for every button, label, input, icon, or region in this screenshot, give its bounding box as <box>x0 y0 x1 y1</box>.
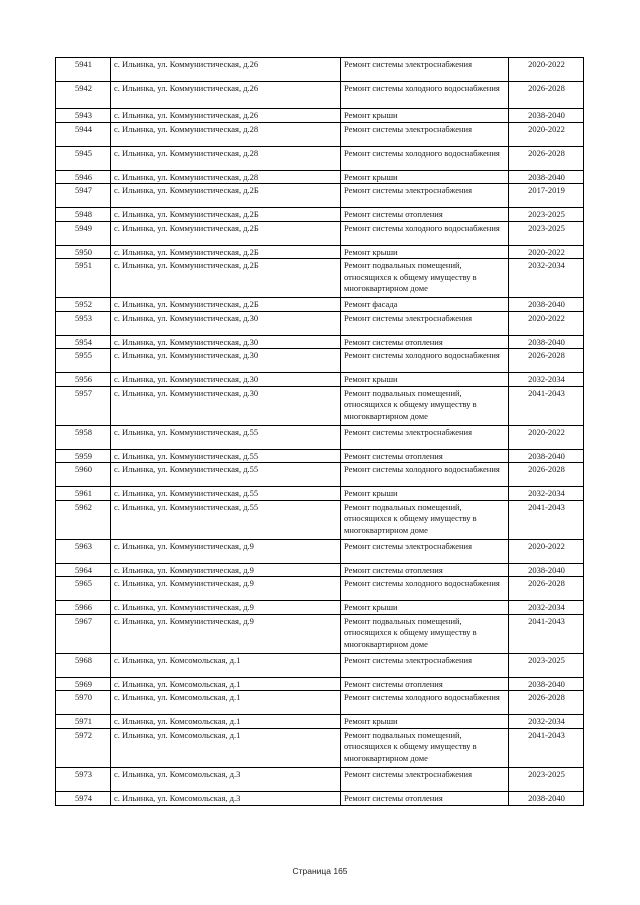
work-type-cell: Ремонт системы отопления <box>341 563 509 577</box>
row-number: 5945 <box>56 146 111 170</box>
work-type-cell: Ремонт системы холодного водоснабжения <box>341 463 509 487</box>
table-row <box>56 386 584 425</box>
table-row <box>56 449 584 463</box>
address-cell: с. Ильинка, ул. Комсомольская, д.1 <box>111 691 341 715</box>
row-number: 5966 <box>56 601 111 615</box>
period-cell: 2032-2034 <box>509 487 584 501</box>
row-number: 5961 <box>56 487 111 501</box>
address-cell: с. Ильинка, ул. Комсомольская, д.1 <box>111 728 341 767</box>
period-cell: 2023-2025 <box>509 767 584 791</box>
table-row <box>56 245 584 259</box>
row-number: 5958 <box>56 425 111 449</box>
table-row <box>56 82 584 109</box>
period-cell: 2026-2028 <box>509 463 584 487</box>
table-row <box>56 335 584 349</box>
row-number: 5949 <box>56 221 111 245</box>
period-cell: 2038-2040 <box>509 109 584 123</box>
work-type-cell: Ремонт системы электроснабжения <box>341 653 509 677</box>
work-type-cell: Ремонт системы электроснабжения <box>341 425 509 449</box>
address-cell: с. Ильинка, ул. Коммунистическая, д.9 <box>111 539 341 563</box>
period-cell: 2026-2028 <box>509 349 584 373</box>
period-cell: 2041-2043 <box>509 614 584 653</box>
row-number: 5971 <box>56 715 111 729</box>
period-cell: 2038-2040 <box>509 170 584 184</box>
table-row <box>56 109 584 123</box>
work-type-cell: Ремонт системы электроснабжения <box>341 539 509 563</box>
address-cell: с. Ильинка, ул. Комсомольская, д.1 <box>111 677 341 691</box>
work-type-cell: Ремонт крыши <box>341 487 509 501</box>
row-number: 5969 <box>56 677 111 691</box>
period-cell: 2038-2040 <box>509 335 584 349</box>
address-cell: с. Ильинка, ул. Коммунистическая, д.55 <box>111 463 341 487</box>
row-number: 5974 <box>56 791 111 805</box>
address-cell: с. Ильинка, ул. Комсомольская, д.3 <box>111 791 341 805</box>
row-number: 5954 <box>56 335 111 349</box>
address-cell: с. Ильинка, ул. Коммунистическая, д.9 <box>111 614 341 653</box>
row-number: 5948 <box>56 208 111 222</box>
period-cell: 2017-2019 <box>509 184 584 208</box>
row-number: 5943 <box>56 109 111 123</box>
table-row <box>56 577 584 601</box>
address-cell: с. Ильинка, ул. Комсомольская, д.1 <box>111 715 341 729</box>
table-row <box>56 767 584 791</box>
period-cell: 2041-2043 <box>509 500 584 539</box>
row-number: 5959 <box>56 449 111 463</box>
table-row <box>56 298 584 312</box>
work-type-cell: Ремонт подвальных помещений, относящихся к общему имуществу в многоквартирном доме <box>341 614 509 653</box>
period-cell: 2041-2043 <box>509 386 584 425</box>
row-number: 5947 <box>56 184 111 208</box>
address-cell: с. Ильинка, ул. Коммунистическая, д.28 <box>111 146 341 170</box>
address-cell: с. Ильинка, ул. Коммунистическая, д.30 <box>111 335 341 349</box>
table-row <box>56 563 584 577</box>
address-cell: с. Ильинка, ул. Коммунистическая, д.26 <box>111 109 341 123</box>
row-number: 5955 <box>56 349 111 373</box>
work-type-cell: Ремонт подвальных помещений, относящихся к общему имуществу в многоквартирном доме <box>341 728 509 767</box>
work-type-cell: Ремонт крыши <box>341 715 509 729</box>
period-cell: 2020-2022 <box>509 311 584 335</box>
row-number: 5963 <box>56 539 111 563</box>
period-cell: 2026-2028 <box>509 82 584 109</box>
address-cell: с. Ильинка, ул. Коммунистическая, д.55 <box>111 500 341 539</box>
work-type-cell: Ремонт подвальных помещений, относящихся к общему имуществу в многоквартирном доме <box>341 259 509 298</box>
table-row <box>56 184 584 208</box>
row-number: 5951 <box>56 259 111 298</box>
period-cell: 2020-2022 <box>509 539 584 563</box>
period-cell: 2038-2040 <box>509 677 584 691</box>
table-row <box>56 373 584 387</box>
table-row <box>56 653 584 677</box>
period-cell: 2038-2040 <box>509 298 584 312</box>
table-row <box>56 122 584 146</box>
address-cell: с. Ильинка, ул. Коммунистическая, д.55 <box>111 449 341 463</box>
address-cell: с. Ильинка, ул. Коммунистическая, д.2Б <box>111 184 341 208</box>
period-cell: 2026-2028 <box>509 691 584 715</box>
address-cell: с. Ильинка, ул. Коммунистическая, д.30 <box>111 311 341 335</box>
work-type-cell: Ремонт системы холодного водоснабжения <box>341 577 509 601</box>
table-row <box>56 539 584 563</box>
row-number: 5944 <box>56 122 111 146</box>
work-type-cell: Ремонт системы отопления <box>341 335 509 349</box>
work-type-cell: Ремонт системы холодного водоснабжения <box>341 146 509 170</box>
table-row <box>56 311 584 335</box>
period-cell: 2026-2028 <box>509 146 584 170</box>
period-cell: 2038-2040 <box>509 449 584 463</box>
address-cell: с. Ильинка, ул. Коммунистическая, д.30 <box>111 386 341 425</box>
period-cell: 2020-2022 <box>509 425 584 449</box>
row-number: 5942 <box>56 82 111 109</box>
table-row <box>56 221 584 245</box>
table-row <box>56 500 584 539</box>
row-number: 5952 <box>56 298 111 312</box>
row-number: 5964 <box>56 563 111 577</box>
period-cell: 2038-2040 <box>509 791 584 805</box>
row-number: 5946 <box>56 170 111 184</box>
row-number: 5965 <box>56 577 111 601</box>
table-row <box>56 349 584 373</box>
address-cell: с. Ильинка, ул. Коммунистическая, д.9 <box>111 601 341 615</box>
address-cell: с. Ильинка, ул. Коммунистическая, д.55 <box>111 425 341 449</box>
period-cell: 2020-2022 <box>509 122 584 146</box>
work-type-cell: Ремонт подвальных помещений, относящихся к общему имуществу в многоквартирном доме <box>341 386 509 425</box>
address-cell: с. Ильинка, ул. Коммунистическая, д.2Б <box>111 221 341 245</box>
work-type-cell: Ремонт системы отопления <box>341 449 509 463</box>
page-number: Страница 165 <box>292 866 348 876</box>
work-type-cell: Ремонт системы холодного водоснабжения <box>341 221 509 245</box>
work-type-cell: Ремонт системы холодного водоснабжения <box>341 349 509 373</box>
repair-schedule-table <box>55 57 584 806</box>
work-type-cell: Ремонт системы электроснабжения <box>341 311 509 335</box>
period-cell: 2026-2028 <box>509 577 584 601</box>
address-cell: с. Ильинка, ул. Комсомольская, д.3 <box>111 767 341 791</box>
table-row <box>56 146 584 170</box>
work-type-cell: Ремонт системы электроснабжения <box>341 58 509 82</box>
address-cell: с. Ильинка, ул. Коммунистическая, д.26 <box>111 58 341 82</box>
row-number: 5968 <box>56 653 111 677</box>
work-type-cell: Ремонт системы электроснабжения <box>341 767 509 791</box>
table-row <box>56 601 584 615</box>
period-cell: 2020-2022 <box>509 58 584 82</box>
address-cell: с. Ильинка, ул. Коммунистическая, д.2Б <box>111 208 341 222</box>
period-cell: 2023-2025 <box>509 653 584 677</box>
period-cell: 2032-2034 <box>509 373 584 387</box>
address-cell: с. Ильинка, ул. Коммунистическая, д.9 <box>111 563 341 577</box>
work-type-cell: Ремонт крыши <box>341 373 509 387</box>
address-cell: с. Ильинка, ул. Коммунистическая, д.55 <box>111 487 341 501</box>
work-type-cell: Ремонт крыши <box>341 245 509 259</box>
work-type-cell: Ремонт системы холодного водоснабжения <box>341 82 509 109</box>
address-cell: с. Ильинка, ул. Коммунистическая, д.26 <box>111 82 341 109</box>
table-row <box>56 208 584 222</box>
address-cell: с. Ильинка, ул. Комсомольская, д.1 <box>111 653 341 677</box>
period-cell: 2038-2040 <box>509 563 584 577</box>
table-row <box>56 425 584 449</box>
table-row <box>56 691 584 715</box>
table-row <box>56 728 584 767</box>
address-cell: с. Ильинка, ул. Коммунистическая, д.9 <box>111 577 341 601</box>
period-cell: 2032-2034 <box>509 601 584 615</box>
address-cell: с. Ильинка, ул. Коммунистическая, д.28 <box>111 170 341 184</box>
work-type-cell: Ремонт крыши <box>341 170 509 184</box>
row-number: 5960 <box>56 463 111 487</box>
work-type-cell: Ремонт крыши <box>341 601 509 615</box>
period-cell: 2020-2022 <box>509 245 584 259</box>
table-row <box>56 487 584 501</box>
row-number: 5957 <box>56 386 111 425</box>
work-type-cell: Ремонт фасада <box>341 298 509 312</box>
row-number: 5973 <box>56 767 111 791</box>
address-cell: с. Ильинка, ул. Коммунистическая, д.30 <box>111 349 341 373</box>
table-row <box>56 463 584 487</box>
row-number: 5953 <box>56 311 111 335</box>
period-cell: 2023-2025 <box>509 208 584 222</box>
work-type-cell: Ремонт системы отопления <box>341 677 509 691</box>
row-number: 5941 <box>56 58 111 82</box>
address-cell: с. Ильинка, ул. Коммунистическая, д.2Б <box>111 298 341 312</box>
address-cell: с. Ильинка, ул. Коммунистическая, д.2Б <box>111 245 341 259</box>
table-row <box>56 614 584 653</box>
table-row <box>56 791 584 805</box>
work-type-cell: Ремонт системы отопления <box>341 791 509 805</box>
table-row <box>56 170 584 184</box>
table-body <box>56 58 584 806</box>
address-cell: с. Ильинка, ул. Коммунистическая, д.30 <box>111 373 341 387</box>
work-type-cell: Ремонт системы отопления <box>341 208 509 222</box>
row-number: 5970 <box>56 691 111 715</box>
work-type-cell: Ремонт крыши <box>341 109 509 123</box>
table-row <box>56 715 584 729</box>
row-number: 5962 <box>56 500 111 539</box>
work-type-cell: Ремонт системы холодного водоснабжения <box>341 691 509 715</box>
table-row <box>56 259 584 298</box>
work-type-cell: Ремонт подвальных помещений, относящихся к общему имуществу в многоквартирном доме <box>341 500 509 539</box>
table-row <box>56 58 584 82</box>
period-cell: 2032-2034 <box>509 259 584 298</box>
row-number: 5950 <box>56 245 111 259</box>
period-cell: 2023-2025 <box>509 221 584 245</box>
row-number: 5967 <box>56 614 111 653</box>
period-cell: 2032-2034 <box>509 715 584 729</box>
work-type-cell: Ремонт системы электроснабжения <box>341 122 509 146</box>
row-number: 5956 <box>56 373 111 387</box>
work-type-cell: Ремонт системы электроснабжения <box>341 184 509 208</box>
period-cell: 2041-2043 <box>509 728 584 767</box>
address-cell: с. Ильинка, ул. Коммунистическая, д.2Б <box>111 259 341 298</box>
row-number: 5972 <box>56 728 111 767</box>
table-row <box>56 677 584 691</box>
address-cell: с. Ильинка, ул. Коммунистическая, д.28 <box>111 122 341 146</box>
